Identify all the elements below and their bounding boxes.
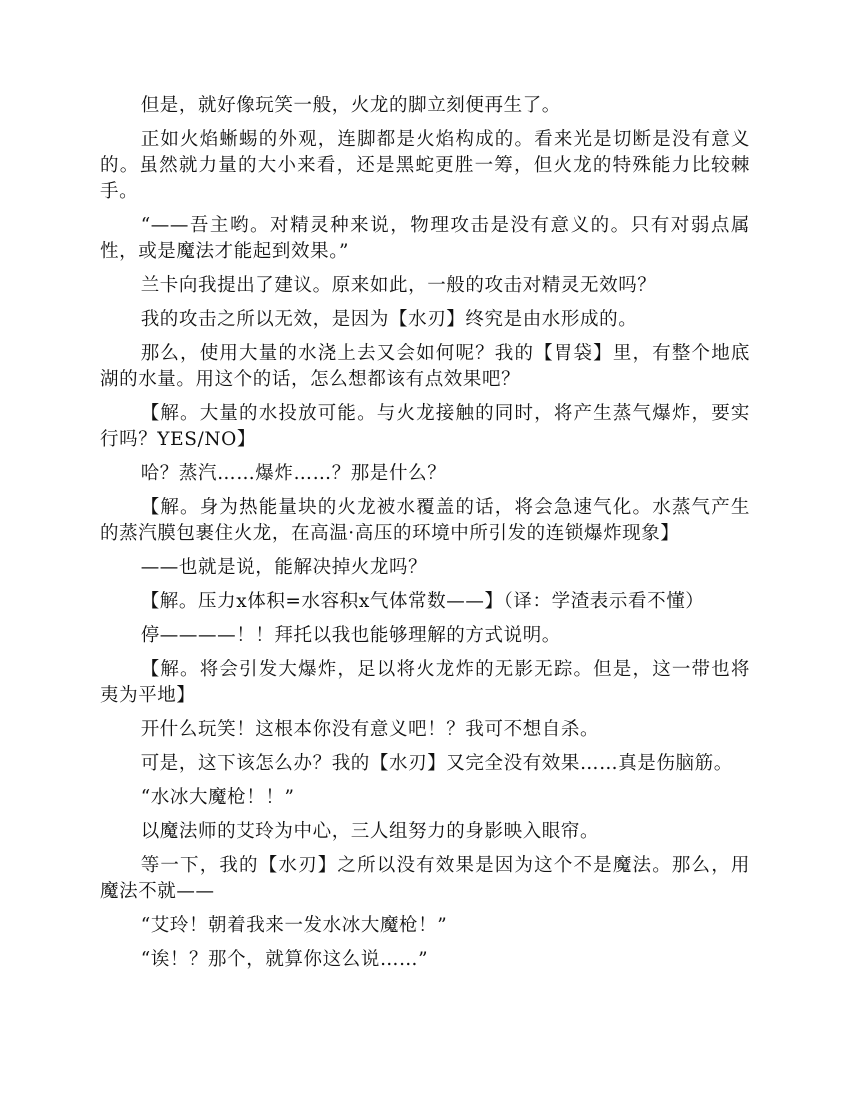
paragraph: 【解。压力x体积=水容积x气体常数——】（译：学渣表示看不懂） bbox=[140, 591, 705, 612]
paragraph: 以魔法师的艾玲为中心，三人组努力的身影映入眼帘。 bbox=[140, 821, 600, 842]
paragraph: ——也就是说，能解决掉火龙吗？ bbox=[140, 557, 428, 578]
paragraph: “水冰大魔枪！！” bbox=[140, 787, 295, 808]
paragraph: 停————！！拜托以我也能够理解的方式说明。 bbox=[140, 625, 561, 646]
paragraph: 开什么玩笑！这根本你没有意义吧！？我可不想自杀。 bbox=[140, 719, 600, 740]
paragraph: 那么，使用大量的水浇上去又会如何呢？我的【胃袋】里，有整个地底湖的水量。用这个的话，怎么想都该有点效果吧？ bbox=[100, 343, 750, 390]
paragraph: “艾玲！朝着我来一发水冰大魔枪！” bbox=[140, 915, 448, 936]
paragraph: 等一下，我的【水刃】之所以没有效果是因为这个不是魔法。那么，用魔法不就—— bbox=[100, 855, 750, 902]
document-page bbox=[100, 93, 750, 981]
paragraph: 正如火焰蜥蜴的外观，连脚都是火焰构成的。看来光是切断是没有意义的。虽然就力量的大小来看，还是黑蛇更胜一筹，但火龙的特殊能力比较棘手。 bbox=[100, 129, 750, 202]
paragraph: “诶！？那个，就算你这么说……” bbox=[140, 949, 429, 970]
paragraph: 可是，这下该怎么办？我的【水刃】又完全没有效果……真是伤脑筋。 bbox=[140, 753, 733, 774]
paragraph: 【解。将会引发大爆炸，足以将火龙炸的无影无踪。但是，这一带也将夷为平地】 bbox=[100, 659, 750, 706]
paragraph: “——吾主哟。对精灵种来说，物理攻击是没有意义的。只有对弱点属性，或是魔法才能起到效果。” bbox=[100, 215, 750, 262]
paragraph: 【解。身为热能量块的火龙被水覆盖的话，将会急速气化。水蒸气产生的蒸汽膜包裹住火龙，在高温·高压的环境中所引发的连锁爆炸现象】 bbox=[100, 497, 750, 544]
paragraph: 但是，就好像玩笑一般，火龙的脚立刻便再生了。 bbox=[140, 95, 561, 116]
paragraph: 兰卡向我提出了建议。原来如此，一般的攻击对精灵无效吗？ bbox=[140, 275, 657, 296]
paragraph: 我的攻击之所以无效，是因为【水刃】终究是由水形成的。 bbox=[140, 309, 638, 330]
paragraph: 【解。大量的水投放可能。与火龙接触的同时，将产生蒸气爆炸，要实行吗？YES/NO】 bbox=[100, 403, 750, 450]
paragraph: 哈？蒸汽……爆炸……？那是什么？ bbox=[140, 463, 447, 484]
